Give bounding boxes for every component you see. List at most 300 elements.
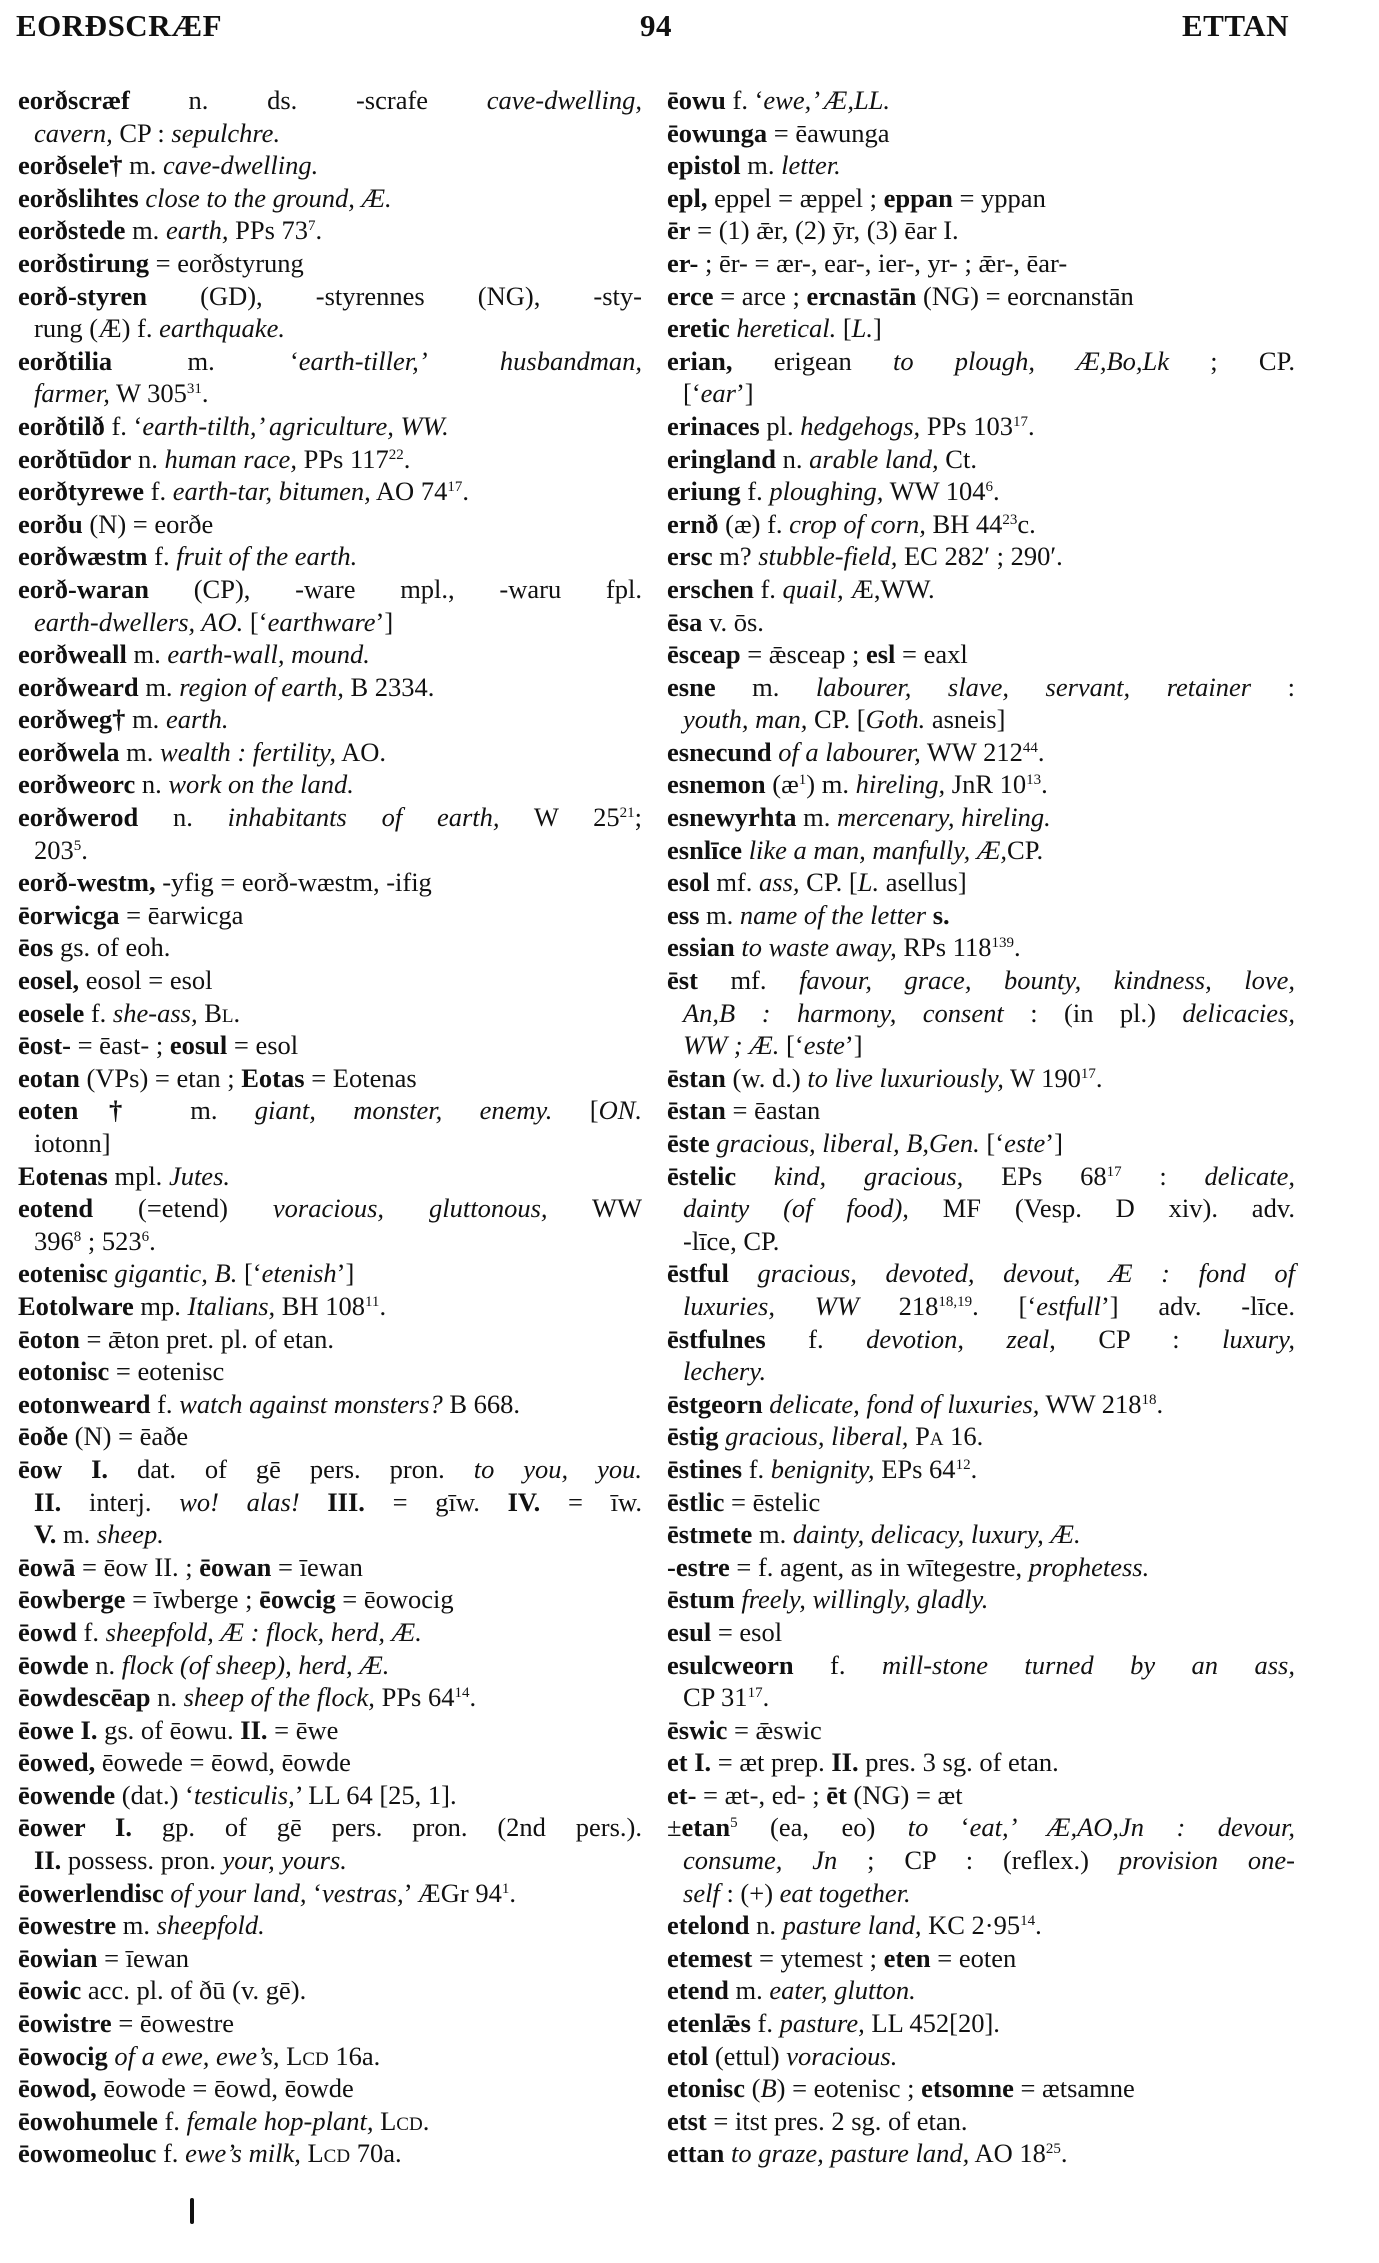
entry-line [667, 410, 1295, 443]
running-head-first-word: EORÐSCRÆF [16, 8, 223, 43]
definition-text: eater, glutton. [769, 1975, 916, 2006]
headword: ēr [667, 215, 691, 246]
entry-text: ’] [336, 1258, 355, 1289]
headword: esnecund [667, 736, 772, 767]
definition-text: earthware [267, 606, 376, 637]
entry-text: gs. of ēowu. [97, 1714, 241, 1745]
entry-text: = æt-, ed- ; [696, 1779, 827, 1810]
definition-text: female hop-plant, [186, 2105, 374, 2136]
headword: ercnastān [806, 280, 917, 311]
entry-line [18, 606, 642, 639]
citation-superscript: 25 [1045, 2141, 1061, 2158]
entry-text: . [201, 378, 209, 409]
headword: ēoðe [18, 1421, 69, 1452]
entry-line [667, 1355, 1295, 1388]
entry-text: ēowode = ēowd, ēowde [96, 2073, 354, 2104]
entry-text: 70a. [350, 2138, 402, 2169]
entry-text: (æ [765, 769, 799, 800]
headword: ēswic [667, 1714, 728, 1745]
headword: eotan [18, 1062, 80, 1093]
entry-line [18, 2040, 642, 2073]
headword: ēstines [667, 1453, 743, 1484]
definition-text: like a man, manfully, Æ, [742, 834, 1008, 865]
definition-text: etenish [261, 1258, 337, 1289]
entry-line [667, 866, 1295, 899]
entry-line [18, 1127, 642, 1160]
citation-superscript: 44 [1022, 739, 1038, 756]
entry-line [18, 1518, 642, 1551]
entry-line [667, 247, 1295, 280]
entry-text: f. [156, 2138, 186, 2169]
headword: eorð-westm, [18, 867, 156, 898]
definition-text: dainty (of food), [683, 1193, 909, 1224]
headword: epistol [667, 150, 741, 181]
definition-text: close to the ground, Æ. [138, 182, 392, 213]
definition-text: kind, gracious, [736, 1160, 964, 1191]
definition-text: your, yours. [222, 1845, 347, 1876]
headword: ēowistre [18, 2008, 112, 2039]
entry-line [18, 1486, 642, 1519]
headword: s. [926, 899, 950, 930]
entry-text: . [233, 997, 241, 1028]
definition-text: hireling, [855, 769, 946, 800]
headword: ēowdescēap [18, 1682, 151, 1713]
definition-text: hedgehogs, [800, 410, 921, 441]
entry-text: ’] [844, 1030, 863, 1061]
definition-text: este [803, 1030, 845, 1061]
entry-text: . [1095, 1062, 1103, 1093]
entry-line [18, 117, 642, 150]
citation-superscript: 18,19 [938, 1293, 973, 1310]
entry-text: (=etend) [93, 1193, 273, 1224]
citation-superscript: 5 [73, 837, 82, 854]
entry-text: 16a. [328, 2040, 381, 2071]
headword: ēstan [667, 1062, 726, 1093]
headword: eosel, [18, 965, 80, 996]
definition-text: earth-wall, mound. [167, 639, 370, 670]
citation-superscript: 139 [991, 935, 1014, 952]
entry-text: = eoten [930, 1942, 1017, 1973]
definition-text: dainty, delicacy, luxury, Æ. [792, 1519, 1081, 1550]
entry-line [667, 1551, 1295, 1584]
entry-text: m. [715, 671, 816, 702]
entry-text: = ēowestre [111, 2008, 235, 2039]
entry-text: = ǣsceap ; [740, 639, 866, 670]
entry-text: = eorðstyrung [149, 247, 304, 278]
entry-text: mf. [709, 867, 759, 898]
entry-line [667, 1290, 1295, 1323]
entry-line [18, 671, 642, 704]
definition-text: to plough, Æ,Bo,Lk [892, 345, 1170, 376]
entry-line [667, 149, 1295, 182]
entry-text: gs. of eoh. [53, 932, 171, 963]
entry-text: PPs 117 [296, 443, 389, 474]
entry-line [667, 84, 1295, 117]
entry-text: PPs 73 [228, 215, 309, 246]
citation-superscript: 1 [798, 772, 807, 789]
definition-text: WW ; Æ. [683, 1030, 780, 1061]
entry-line [667, 1649, 1295, 1682]
entry-text [300, 1487, 328, 1517]
entry-line [18, 899, 642, 932]
citation-superscript: 17 [747, 1685, 763, 1702]
headword: ersc [667, 541, 713, 572]
entry-text: m. [796, 802, 838, 833]
entry-line [18, 410, 642, 443]
entry-text: CP : [1055, 1323, 1223, 1354]
entry-text: = ēowocig [335, 1584, 454, 1615]
entry-line [667, 1616, 1295, 1649]
entry-line [18, 1388, 642, 1421]
headword: ēowed, [18, 1747, 96, 1778]
definition-text: of your land, [163, 1877, 307, 1908]
definition-text: delicate, fond of luxuries, [762, 1388, 1040, 1419]
entry-text: Lcd [307, 2138, 351, 2169]
entry-line [18, 768, 642, 801]
entry-line [18, 1844, 642, 1877]
headword: ēstig [667, 1421, 719, 1452]
definition-text: provision one- [1118, 1845, 1295, 1876]
definition-text: luxuries, WW [683, 1290, 859, 1321]
citation-superscript: 7 [308, 218, 316, 235]
entry-text: [‘ [243, 606, 268, 637]
entry-line [18, 1290, 642, 1323]
citation-superscript: 11 [364, 1293, 380, 1310]
citation-superscript: 12 [955, 1456, 971, 1473]
entry-text: = ǣton pret. pl. of etan. [79, 1323, 334, 1354]
entry-text: = ēawunga [767, 117, 890, 148]
definition-text: pasture, [779, 2008, 865, 2039]
definition-text: ewe’s milk, [185, 2138, 301, 2169]
entry-line [18, 1323, 642, 1356]
entry-text: 203 [34, 834, 74, 865]
citation-superscript: 17 [1106, 1163, 1122, 1180]
headword: esnlīce [667, 834, 743, 865]
headword: etelond [667, 1910, 750, 1941]
entry-text: n. [150, 1682, 184, 1713]
definition-text: work on the land. [168, 769, 354, 800]
headword: ēowan [199, 1551, 272, 1582]
entry-text: . [‘ [972, 1290, 1037, 1321]
entry-line [667, 1094, 1295, 1127]
definition-text: L. [851, 313, 874, 344]
headword: eotenisc [18, 1258, 108, 1289]
entry-line [667, 214, 1295, 247]
entry-line [667, 508, 1295, 541]
definition-text: region of earth, [179, 671, 344, 702]
headword: ēost- [18, 1030, 71, 1061]
definition-text: ON. [598, 1095, 643, 1126]
entry-line [667, 606, 1295, 639]
entry-text: . [1013, 932, 1021, 963]
entry-text: BH 44 [925, 508, 1003, 539]
entry-line [18, 1094, 642, 1127]
headword: ēstgeorn [667, 1388, 763, 1419]
entry-line [667, 768, 1295, 801]
entry-text: f. [147, 541, 177, 572]
definition-text: freely, willingly, gladly. [734, 1584, 989, 1615]
entry-text: EPs 68 [963, 1160, 1107, 1191]
entry-text: m? [712, 541, 759, 572]
definition-text: human race, [164, 443, 297, 474]
entry-line [18, 377, 642, 410]
entry-text: = ēarwicga [119, 899, 244, 930]
headword: eorð-waran [18, 573, 149, 604]
entry-line [667, 312, 1295, 345]
headword: eosele [18, 997, 85, 1028]
definition-text: watch against monsters? [179, 1388, 443, 1419]
entry-line [667, 1127, 1295, 1160]
headword: ēos [18, 932, 54, 963]
entry-text: n. [88, 1649, 122, 1680]
headword: ess [667, 899, 700, 930]
entry-text: = esol [711, 1616, 783, 1647]
definition-text: wealth : fertility, [160, 736, 336, 767]
entry-text: CP. [ [807, 704, 866, 735]
definition-text: earth, [165, 215, 229, 246]
citation-superscript: 17 [1012, 413, 1028, 430]
headword: ēowd [18, 1616, 77, 1647]
headword: II. [34, 1486, 62, 1517]
entry-text: . [509, 1877, 516, 1908]
definition-text: giant, monster, enemy. [254, 1095, 553, 1126]
definition-text: earthquake. [159, 313, 285, 344]
entry-line [667, 377, 1295, 410]
entry-text: 218 [858, 1290, 939, 1321]
entry-text: = īewan [97, 1942, 189, 1973]
headword: eorðwela [18, 736, 120, 767]
entry-text: AO 74 [370, 476, 448, 507]
definition-text: to graze, pasture land, [724, 2138, 970, 2169]
entry-text: B 2334. [343, 671, 435, 702]
headword: etol [667, 2040, 709, 2071]
entry-text: n. [775, 443, 810, 474]
entry-text: CP. [ [799, 867, 858, 898]
entry-text: m. [152, 1095, 255, 1126]
entry-line [18, 1453, 642, 1486]
entry-text: = ēastan [725, 1095, 821, 1126]
entry-text: = itst pres. 2 sg. of etan. [706, 2105, 968, 2136]
entry-line [18, 1909, 642, 1942]
headword: ēowde [18, 1649, 89, 1680]
entry-text: m. [56, 1519, 97, 1550]
entry-text: m. [138, 671, 180, 702]
entry-text: f. [740, 476, 770, 507]
headword: V. [34, 1519, 57, 1550]
entry-line [667, 2137, 1295, 2170]
entry-text: (æ) f. [718, 508, 790, 539]
entry-text: = īw. [540, 1486, 643, 1517]
entry-text: ’ ÆGr 94 [403, 1877, 502, 1908]
entry-text: f. [157, 2105, 187, 2136]
entry-line [667, 1779, 1295, 1812]
entry-text: = esol [227, 1030, 299, 1061]
entry-text: interj. [61, 1486, 180, 1517]
entry-line [18, 2072, 642, 2105]
entry-text: m. [728, 1975, 770, 2006]
definition-text: estfull [1036, 1290, 1101, 1321]
entry-line [18, 1355, 642, 1388]
entry-text: ’] [735, 378, 754, 409]
entry-text: n. [135, 769, 169, 800]
headword: ēst [667, 965, 698, 996]
entry-line [18, 997, 642, 1030]
entry-text: 396 [34, 1225, 74, 1256]
entry-text: ‘ [306, 1877, 322, 1908]
entry-text: [‘ [979, 1128, 1005, 1158]
headword: ēow I. [18, 1453, 109, 1484]
entry-text: . [762, 1682, 770, 1713]
entry-text: c. [1017, 508, 1036, 539]
entry-line [18, 475, 642, 508]
entry-line [18, 931, 642, 964]
citation-superscript: 23 [1002, 511, 1018, 528]
entry-text: . [469, 1682, 477, 1713]
entry-text: B 668. [442, 1388, 521, 1419]
entry-text: asneis] [925, 704, 1006, 735]
entry-line [18, 1225, 642, 1258]
entry-line [667, 1974, 1295, 2007]
entry-line [667, 1160, 1295, 1193]
entry-text: . [993, 476, 1000, 507]
entry-line [18, 1062, 642, 1095]
entry-line [18, 1779, 642, 1812]
entry-text: : (in pl.) [1003, 997, 1183, 1028]
definition-text: voracious. [786, 2040, 898, 2071]
entry-text: dat. of gē pers. pron. [108, 1453, 474, 1484]
definition-text: ploughing, [769, 476, 884, 507]
headword: ēowcig [259, 1584, 336, 1615]
entry-text: eppel = æppel ; [707, 182, 884, 213]
entry-text: f. [793, 1649, 882, 1680]
definition-text: sheep. [96, 1519, 164, 1550]
entry-line [667, 703, 1295, 736]
entry-text: = ēast- ; [70, 1030, 170, 1061]
citation-superscript: 1 [501, 1880, 510, 1897]
definition-text: cave-dwelling, [486, 85, 642, 115]
definition-text: mill-stone turned by an ass, [881, 1649, 1295, 1680]
entry-text: (N) = ēaðe [68, 1421, 189, 1452]
definition-text: quail, [782, 573, 844, 604]
entry-line [18, 443, 642, 476]
entry-line [18, 1551, 642, 1584]
entry-text: WW [547, 1193, 642, 1224]
definition-text: gracious, devoted, devout, Æ : fond of [728, 1258, 1295, 1289]
citation-superscript: 8 [73, 1228, 82, 1245]
entry-text: [‘ [779, 1030, 804, 1061]
entry-text: n. [749, 1910, 783, 1941]
headword: ēowocig [18, 2040, 108, 2071]
entry-text: mp. [133, 1290, 188, 1321]
headword: eotend [18, 1193, 94, 1224]
entry-text: WW 104 [883, 476, 986, 507]
definition-text: earth-tiller,’ husbandman, [298, 345, 643, 376]
entry-line [18, 149, 642, 182]
definition-text: youth, man, [683, 704, 808, 735]
headword: ēt [826, 1779, 847, 1810]
entry-line [18, 2105, 642, 2138]
headword: III. [327, 1486, 365, 1517]
headword: etend [667, 1975, 729, 2006]
entry-line [18, 1877, 642, 1910]
citation-superscript: 21 [619, 805, 635, 822]
headword: etan [681, 1812, 731, 1843]
headword: ēowod, [18, 2073, 97, 2104]
headword: -estre [667, 1551, 730, 1582]
headword: eriung [667, 476, 741, 507]
entry-text: iotonn] [34, 1128, 111, 1158]
entry-text: EC 282′ ; 290′. [897, 541, 1063, 572]
entry-line [18, 1974, 642, 2007]
definition-text: farmer, [34, 378, 110, 409]
headword: ēowohumele [18, 2105, 158, 2136]
headword: eorðtilð [18, 410, 105, 441]
headword: ēowberge [18, 1584, 126, 1615]
headword: et I. [667, 1747, 712, 1778]
definition-text: ewe,’ Æ,LL. [763, 85, 891, 115]
entry-line [667, 931, 1295, 964]
definition-text: flock (of sheep), herd, Æ. [121, 1649, 390, 1680]
definition-text: An,B : harmony, consent [683, 997, 1004, 1028]
headword: esne [667, 671, 716, 702]
entry-line [18, 1746, 642, 1779]
entry-text: LL 452[20]. [864, 2008, 1000, 2039]
entry-line [18, 866, 642, 899]
citation-superscript: 17 [1080, 1065, 1096, 1082]
entry-text: n. ds. -scrafe [129, 85, 487, 115]
entry-line [667, 540, 1295, 573]
entry-text: = æt prep. [711, 1747, 832, 1778]
entry-line [667, 1518, 1295, 1551]
definition-text: cave-dwelling. [162, 150, 319, 181]
headword: esnemon [667, 769, 766, 800]
entry-text: (ettul) [708, 2040, 787, 2071]
entry-text: WW 218 [1039, 1388, 1142, 1419]
entry-text: Lcd [286, 2040, 329, 2071]
headword: Eotolware [18, 1290, 134, 1321]
entry-text: m. [119, 736, 161, 767]
headword: ēstmete [667, 1519, 753, 1550]
entry-text: Lcd [380, 2105, 423, 2136]
entry-text: ± [667, 1812, 682, 1843]
definition-text: heretical. [729, 313, 837, 344]
definition-text: earth-dwellers, AO. [34, 606, 244, 637]
entry-text: . [1035, 1910, 1042, 1941]
entry-text: = f. agent, as in wītegestre, [729, 1551, 1029, 1582]
definition-text: earth. [165, 704, 229, 735]
entry-line [18, 1029, 642, 1062]
entry-line [18, 1714, 642, 1747]
entry-line [18, 834, 642, 867]
entry-line [667, 2040, 1295, 2073]
entry-text: f. ‘ [104, 410, 143, 441]
entry-line [667, 1844, 1295, 1877]
entry-line [18, 1192, 642, 1225]
entry-text: (VPs) = etan ; [79, 1062, 242, 1093]
entry-text: = eotenisc [109, 1356, 225, 1387]
headword: essian [667, 932, 735, 963]
entry-text: n. [138, 802, 228, 833]
definition-text: self [683, 1877, 720, 1908]
entry-text: -līce, CP. [683, 1225, 780, 1256]
entry-text: ; CP. [1169, 345, 1295, 376]
entry-line [667, 2072, 1295, 2105]
entry-text: . [403, 443, 411, 474]
headword: eretic [667, 313, 730, 344]
entry-text: . [315, 215, 323, 246]
entry-text: = īewan [271, 1551, 363, 1582]
headword: eorðu [18, 508, 83, 539]
